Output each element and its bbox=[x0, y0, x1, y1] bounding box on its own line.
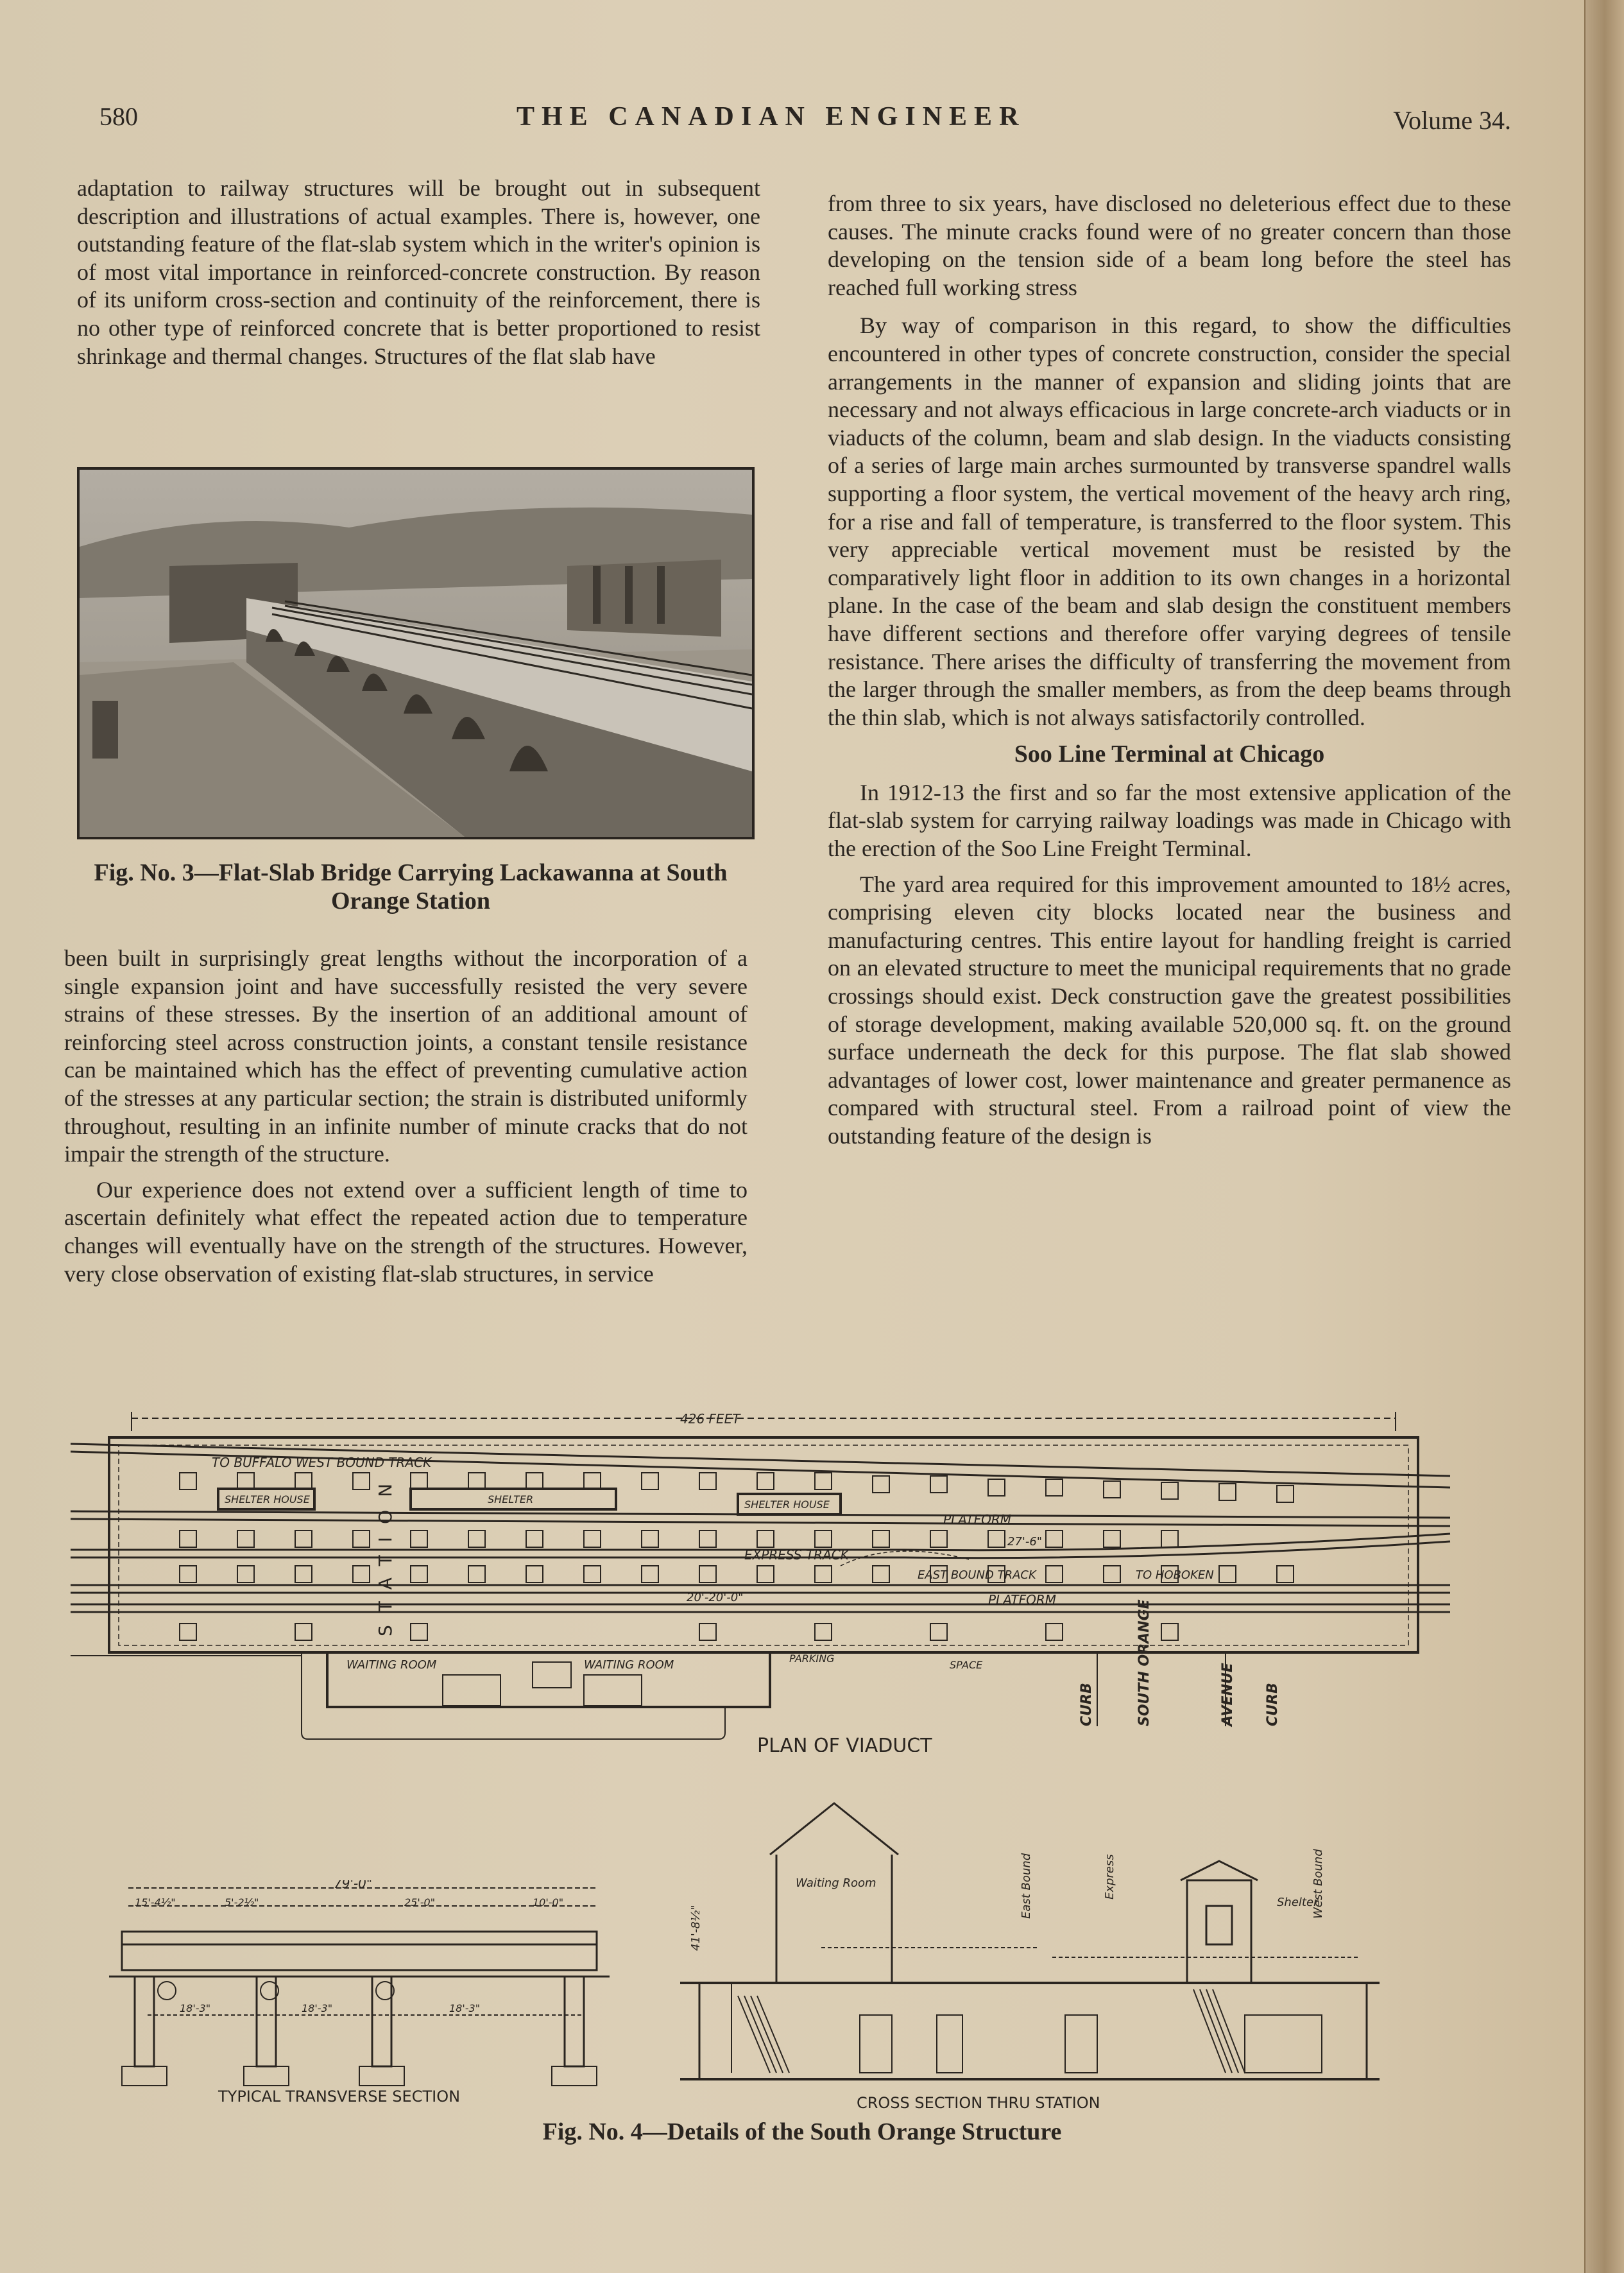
transverse-title: TYPICAL TRANSVERSE SECTION bbox=[218, 2088, 461, 2105]
page-number: 580 bbox=[99, 102, 138, 131]
plan-dim-20: 20'-20'-0" bbox=[687, 1591, 744, 1604]
plan-curb-2-label: CURB bbox=[1265, 1683, 1281, 1726]
plan-east-track-label: EAST BOUND TRACK bbox=[918, 1568, 1036, 1582]
plan-express-label: EXPRESS TRACK bbox=[744, 1547, 849, 1563]
cross-height-dim: 41'-8½" bbox=[689, 1905, 703, 1951]
cross-waiting-label: Waiting Room bbox=[796, 1876, 876, 1890]
plan-space-label: SPACE bbox=[950, 1659, 983, 1671]
running-header bbox=[99, 96, 1511, 141]
plan-waiting-room-1: WAITING ROOM bbox=[346, 1658, 437, 1672]
plan-shelter-1-label: SHELTER HOUSE bbox=[225, 1493, 310, 1505]
plan-of-viaduct-drawing bbox=[71, 1405, 1482, 1752]
left-column-bottom bbox=[64, 945, 748, 1288]
paragraph: adaptation to railway structures will be brought out in subsequent description and illustrations of actual examples. There is, however, one outstanding feature of the flat-slab system which in the writer's opinion is of most vital importance in reinforced-concrete construction. By reason of its uniform cross-section and continuity of the reinforcement, there is no other type of reinforced concrete that is better proportioned to resist shrinkage and thermal changes. Structures of the flat slab have bbox=[77, 175, 760, 369]
paragraph: By way of comparison in this regard, to show the difficulties encountered in other types of concrete construction, consider the special arrangements in the manner of expansion and sliding joints that are necessary and not always efficacious in large concrete-arch viaducts or in viaducts of the column, beam and slab design. In the viaducts consisting of a series of large main arches surmounted by transverse spandrel walls supporting a floor system, the vertical movement of the heavy arch ring, for a rise and fall of temperature, is transferred to the floor system. This very appreciable vertical movement must be resisted by the comparatively light floor in addition to its own changes in a horizontal plane. In the case of the beam and slab design the constituent members have different sections and therefore offer varying degrees of tensile resistance. There arises the difficulty of transferring the movement from the larger through the smaller members, as from the deep beams through the thin slab, which is not always satisfactorily controlled. bbox=[828, 313, 1511, 730]
plan-platform-2-label: PLATFORM bbox=[988, 1592, 1057, 1608]
figure-4-caption: Fig. No. 4—Details of the South Orange Structure bbox=[542, 2118, 1062, 2145]
transverse-span-3: 18'-3" bbox=[449, 2002, 481, 2014]
cross-west-label: West Bound bbox=[1312, 1849, 1325, 1919]
figure-3-caption: Fig. No. 3—Flat-Slab Bridge Carrying Lackawanna at South Orange Station bbox=[94, 859, 728, 914]
cross-section-title: CROSS SECTION THRU STATION bbox=[857, 2094, 1100, 2111]
transverse-dim-c: 25'-0" bbox=[404, 1896, 436, 1908]
transverse-section-drawing bbox=[109, 1880, 616, 2105]
paragraph: been built in surprisingly great lengths without the incorporation of a single expansion joint and have successfully resisted the very severe strains of these stresses. By the insertion of an additional amount of reinforcing steel across construction joints, a constant tensile resistance can be maintained which has the effect of preventing cumulative action of the stresses at any particular section; the strain is distributed uniformly throughout, resulting in an infinite number of minute cracks that do not impair the strength of the structure. bbox=[64, 945, 748, 1167]
plan-street-label: SOUTH ORANGE bbox=[1136, 1599, 1152, 1726]
figure-3-photo bbox=[77, 467, 755, 839]
bridge-photo-illustration bbox=[80, 470, 752, 837]
plan-avenue-label: AVENUE bbox=[1220, 1663, 1236, 1726]
cross-shelter-label: Shelter bbox=[1277, 1896, 1319, 1909]
cross-east-label: East Bound bbox=[1020, 1853, 1033, 1919]
left-column-top bbox=[77, 175, 760, 370]
cross-section-drawing bbox=[680, 1790, 1386, 2111]
plan-title: PLAN OF VIADUCT bbox=[757, 1735, 932, 1752]
plan-waiting-room-2: WAITING ROOM bbox=[584, 1658, 674, 1672]
cross-express-label: Express bbox=[1103, 1854, 1116, 1900]
cross-section-svg bbox=[680, 1790, 1386, 2111]
transverse-dim-top: 79'-0" bbox=[334, 1880, 373, 1891]
transverse-dim-b: 5'-2½" bbox=[225, 1896, 259, 1908]
plan-station-label: STATION bbox=[375, 1470, 396, 1636]
paragraph: The yard area required for this improvement amounted to 18½ acres, comprising eleven city blocks located near the business and manufacturing centres. This entire layout for handling freight is carried on an elevated structure to meet the municipal requirements that no grade crossings should exist. Deck construction gave the greatest possibilities of storage development, making available 520,000 sq. ft. on the ground surface underneath the deck for this purpose. The flat slab showed advantages of lower cost, lower maintenance and greater permanence as compared with structural steel. From a railroad point of view the outstanding feature of the design is bbox=[828, 871, 1511, 1149]
paragraph: In 1912-13 the first and so far the most extensive application of the flat-slab system for carrying railway loadings was made in Chicago with the erection of the Soo Line Freight Terminal. bbox=[828, 779, 1511, 862]
transverse-dim-a: 15'-4½" bbox=[135, 1896, 176, 1908]
plan-dim-276: 27'-6" bbox=[1007, 1535, 1043, 1548]
section-heading: Soo Line Terminal at Chicago bbox=[1014, 741, 1325, 768]
transverse-svg bbox=[109, 1880, 616, 2105]
plan-hoboken-label: TO HOBOKEN bbox=[1136, 1568, 1214, 1582]
journal-title: THE CANADIAN ENGINEER bbox=[517, 102, 1026, 132]
plan-shelter-2-label: SHELTER bbox=[488, 1493, 534, 1505]
right-column bbox=[828, 190, 1511, 1151]
paragraph: from three to six years, have disclosed no deleterious effect due to these causes. The minute cracks found were of no greater concern than those developing on the tension side of a beam long before the steel has reached full working stress bbox=[828, 191, 1511, 300]
plan-svg bbox=[71, 1405, 1482, 1752]
plan-shelter-3-label: SHELTER HOUSE bbox=[744, 1498, 830, 1511]
transverse-span-1: 18'-3" bbox=[180, 2002, 211, 2014]
plan-west-track-label: TO BUFFALO WEST BOUND TRACK bbox=[212, 1455, 432, 1470]
paragraph: Our experience does not extend over a sufficient length of time to ascertain definitely what effect the repeated action due to temperature changes will eventually have on the strength of the structures. However, very close observation of existing flat-slab structures, in service bbox=[64, 1176, 748, 1287]
transverse-span-2: 18'-3" bbox=[302, 2002, 333, 2014]
plan-length-label: 426 FEET bbox=[680, 1411, 740, 1427]
plan-curb-1-label: CURB bbox=[1079, 1683, 1095, 1726]
plan-platform-label: PLATFORM bbox=[943, 1512, 1012, 1527]
transverse-dim-d: 10'-0" bbox=[533, 1896, 564, 1908]
plan-parking-label: PARKING bbox=[789, 1652, 835, 1665]
volume-label: Volume 34. bbox=[1393, 106, 1511, 135]
binding-spine bbox=[1584, 0, 1624, 2273]
